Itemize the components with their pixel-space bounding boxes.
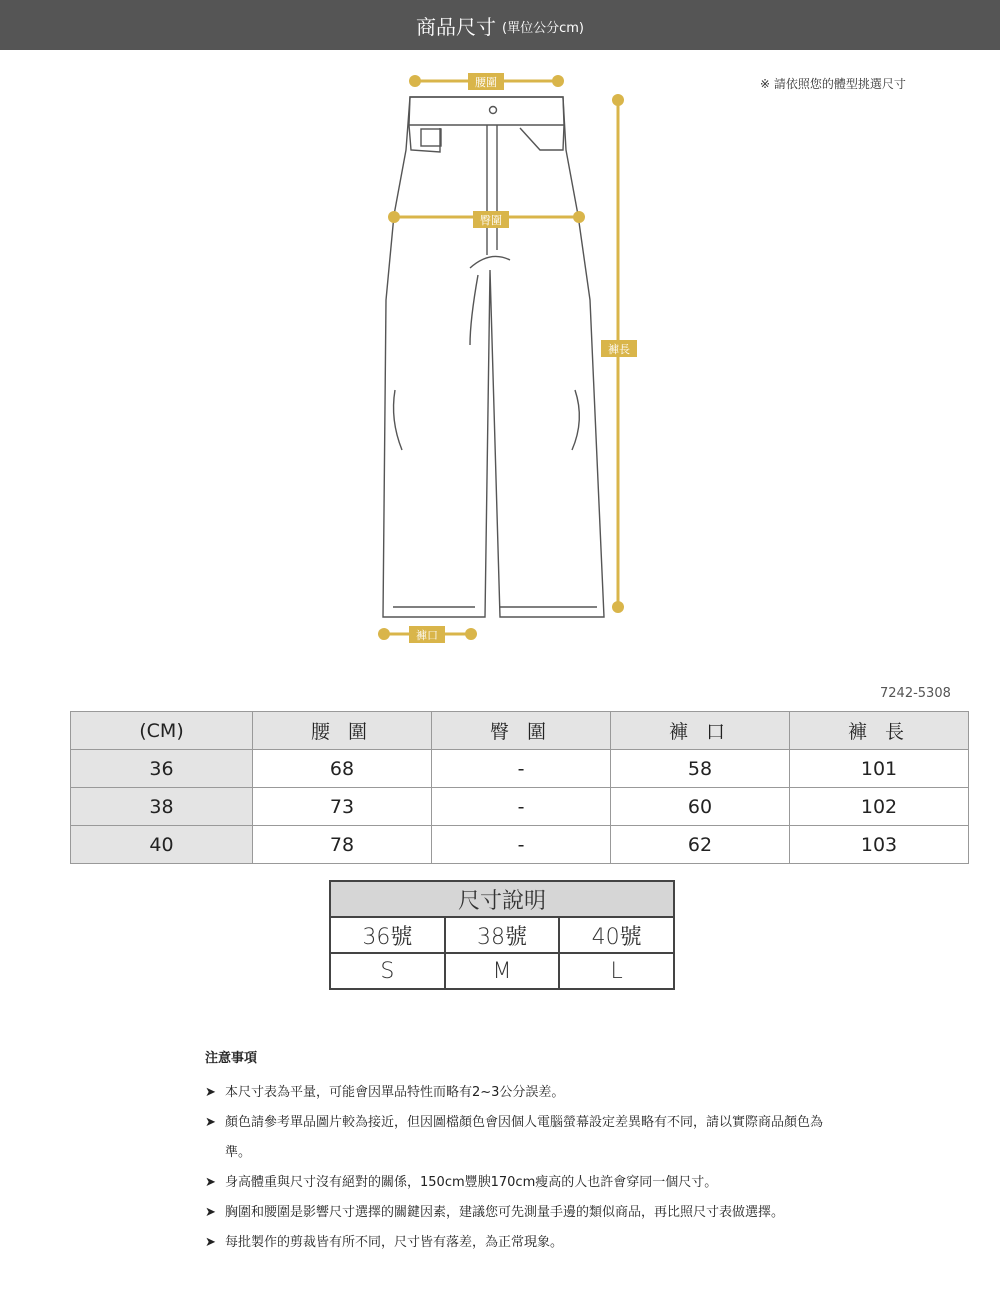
hem-measure bbox=[378, 626, 477, 643]
header-cell: (CM) bbox=[71, 712, 253, 750]
note-item bbox=[205, 1198, 825, 1228]
table-cell: 78 bbox=[253, 826, 432, 864]
table-row bbox=[71, 788, 969, 826]
size-number-cell: 40號 bbox=[559, 917, 674, 953]
table-cell: 68 bbox=[253, 750, 432, 788]
arrow-icon: ➤ bbox=[205, 1085, 216, 1100]
size-letter-cell: M bbox=[445, 953, 560, 989]
size-number-cell: 38號 bbox=[445, 917, 560, 953]
table-cell: 60 bbox=[611, 788, 790, 826]
hem-label: 褲口 bbox=[416, 629, 438, 642]
header-title: 商品尺寸 bbox=[416, 14, 497, 39]
pants-illustration bbox=[383, 97, 604, 617]
note-item bbox=[205, 1168, 825, 1198]
note-item bbox=[205, 1228, 825, 1258]
arrow-icon: ➤ bbox=[205, 1235, 216, 1250]
table-cell: 101 bbox=[790, 750, 969, 788]
size-letter-cell: L bbox=[559, 953, 674, 989]
pants-diagram bbox=[0, 55, 1000, 655]
table-cell: - bbox=[432, 826, 611, 864]
hip-measure bbox=[388, 211, 585, 228]
arrow-icon: ➤ bbox=[205, 1205, 216, 1220]
size-letter-cell: S bbox=[330, 953, 445, 989]
arrow-icon: ➤ bbox=[205, 1175, 216, 1190]
length-label: 褲長 bbox=[608, 343, 630, 356]
size-table bbox=[70, 711, 969, 864]
table-cell: 62 bbox=[611, 826, 790, 864]
table-cell: - bbox=[432, 750, 611, 788]
waist-measure bbox=[409, 73, 564, 90]
note-text: 身高體重與尺寸沒有絕對的關係，150cm豐腴170cm瘦高的人也許會穿同一個尺寸。 bbox=[225, 1175, 718, 1190]
header-cell: 褲 長 bbox=[790, 712, 969, 750]
note-text: 本尺寸表為平量，可能會因單品特性而略有2~3公分誤差。 bbox=[225, 1085, 565, 1100]
size-number-cell: 36號 bbox=[330, 917, 445, 953]
note-text: 顏色請參考單品圖片較為接近，但因圖檔顏色會因個人電腦螢幕設定差異略有不同，請以實際商品顏色為準。 bbox=[225, 1115, 824, 1160]
header-cell: 腰 圍 bbox=[253, 712, 432, 750]
note-item bbox=[205, 1108, 825, 1168]
size-legend-title: 尺寸說明 bbox=[330, 881, 674, 917]
product-code: 7242-5308 bbox=[880, 686, 951, 701]
table-cell: - bbox=[432, 788, 611, 826]
header-unit: (單位公分cm) bbox=[502, 20, 584, 36]
table-cell: 103 bbox=[790, 826, 969, 864]
header-cell: 臀 圍 bbox=[432, 712, 611, 750]
note-text: 胸圍和腰圍是影響尺寸選擇的關鍵因素，建議您可先測量手邊的類似商品，再比照尺寸表做選擇。 bbox=[225, 1205, 785, 1220]
table-cell: 102 bbox=[790, 788, 969, 826]
waist-label: 腰圍 bbox=[475, 76, 497, 89]
size-advice-note: ※ 請依照您的體型挑選尺寸 bbox=[760, 77, 906, 91]
notes-section bbox=[205, 1047, 825, 1258]
size-legend-table bbox=[329, 880, 675, 990]
notes-title: 注意事項 bbox=[205, 1051, 258, 1066]
table-cell: 36 bbox=[71, 750, 253, 788]
length-measure bbox=[601, 94, 637, 613]
arrow-icon: ➤ bbox=[205, 1115, 216, 1130]
hip-label: 臀圍 bbox=[480, 214, 502, 227]
table-row bbox=[71, 750, 969, 788]
table-row bbox=[71, 826, 969, 864]
table-cell: 40 bbox=[71, 826, 253, 864]
note-item bbox=[205, 1078, 825, 1108]
note-text: 每批製作的剪裁皆有所不同，尺寸皆有落差，為正常現象。 bbox=[225, 1235, 564, 1250]
size-table-header-row bbox=[71, 712, 969, 750]
table-cell: 73 bbox=[253, 788, 432, 826]
header-cell: 褲 口 bbox=[611, 712, 790, 750]
page-header bbox=[0, 0, 1000, 50]
table-cell: 38 bbox=[71, 788, 253, 826]
table-cell: 58 bbox=[611, 750, 790, 788]
